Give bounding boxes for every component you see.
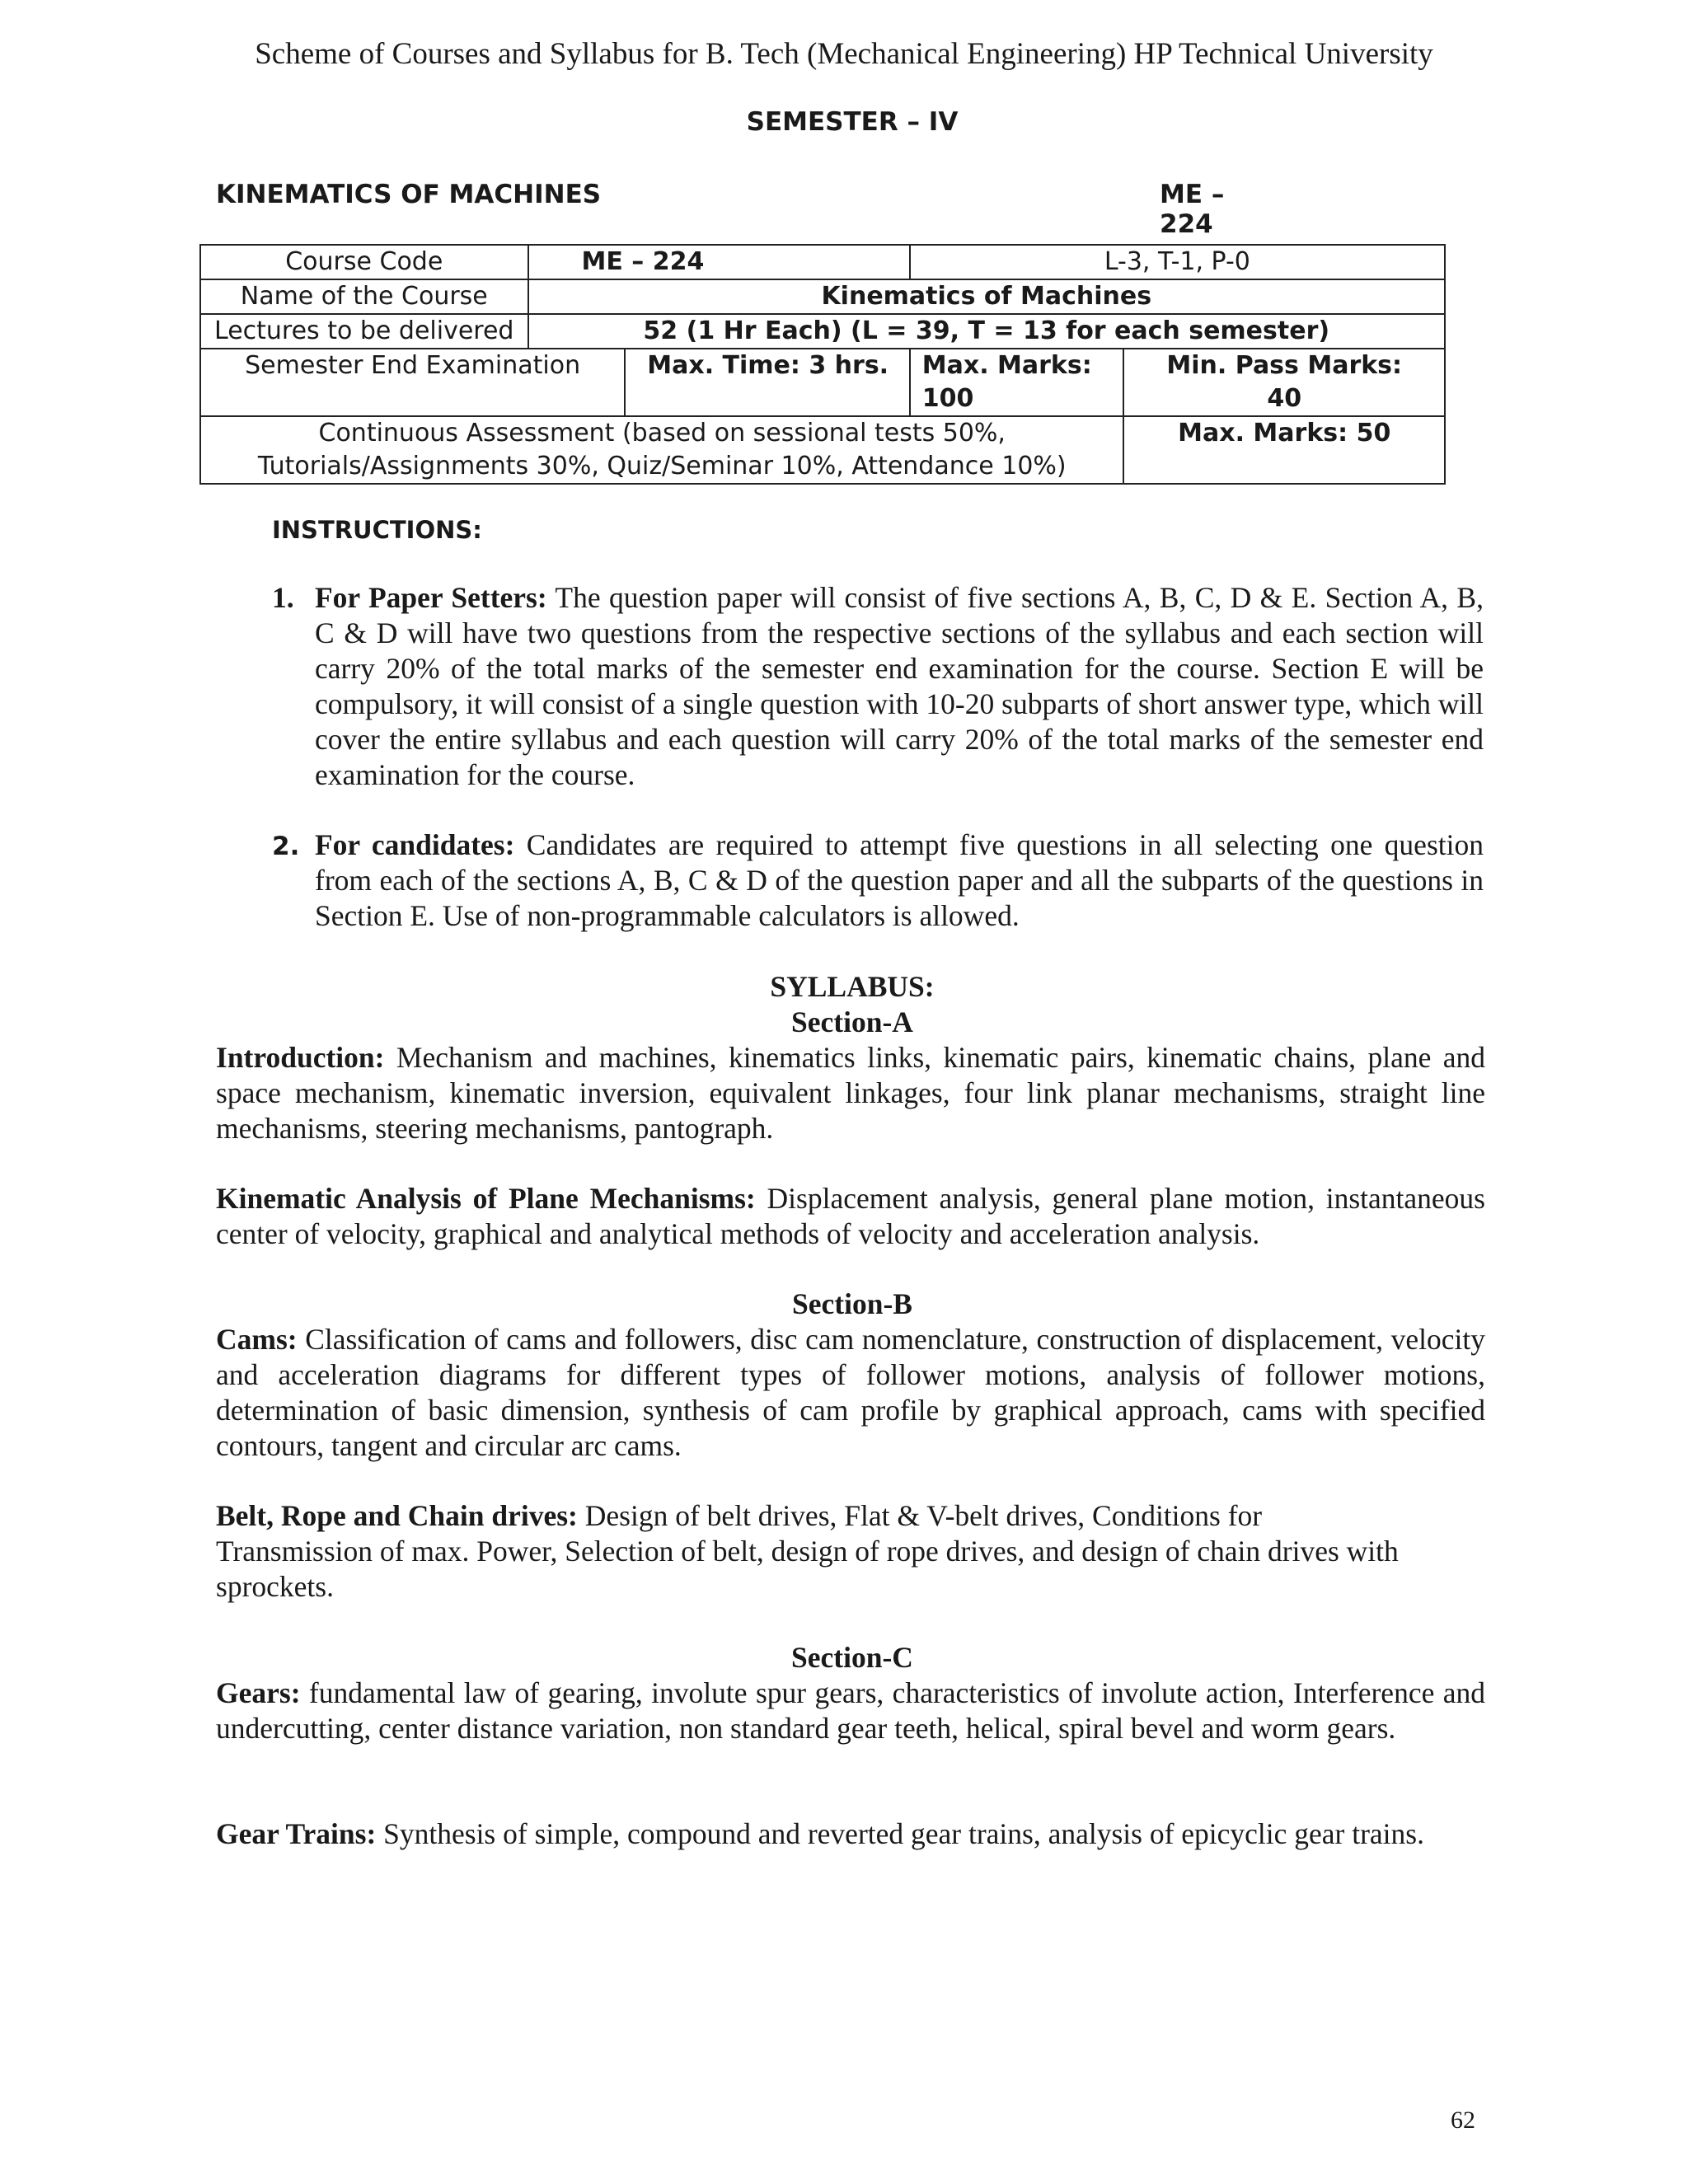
instruction-item-candidates <box>272 827 1484 934</box>
table-row <box>200 314 1445 349</box>
course-name-value: Kinematics of Machines <box>528 279 1445 314</box>
syllabus-title: SYLLABUS: <box>770 970 935 1003</box>
section-a-heading: Section-A <box>791 1005 913 1038</box>
kinematic-analysis-lead: Kinematic Analysis of Plane Mechanisms: <box>216 1182 756 1215</box>
belt-drives-paragraph <box>216 1498 1485 1605</box>
continuous-assessment-label: Continuous Assessment (based on sessional tests 50%, Tutorials/Assignments 30%, Quiz/Seminar 10%, Attendance 10%) <box>200 416 1123 484</box>
instruction-number: 1. <box>272 581 294 614</box>
course-code-heading: ME – 224 <box>1160 180 1225 239</box>
lectures-value: 52 (1 Hr Each) (L = 39, T = 13 for each semester) <box>528 314 1445 349</box>
course-title-row <box>216 180 1278 239</box>
semester-heading: SEMESTER – IV <box>746 107 959 137</box>
course-name-label: Name of the Course <box>200 279 528 314</box>
section-b-heading: Section-B <box>792 1287 912 1320</box>
course-title: KINEMATICS OF MACHINES <box>216 180 602 209</box>
instruction-number: 2. <box>272 832 300 861</box>
belt-drives-text: sprockets. <box>216 1570 334 1603</box>
instructions-title: INSTRUCTIONS: <box>272 516 482 544</box>
gear-trains-text: Synthesis of simple, compound and reverted gear trains, analysis of epicyclic gear trains. <box>376 1817 1424 1850</box>
gear-trains-paragraph <box>216 1816 1485 1852</box>
instruction-item-paper-setters <box>272 580 1484 793</box>
instruction-text: The question paper will consist of five sections A, B, C, D & E. Section A, B, C & D will have two questions from the respective sections of the syllabus and each section will carry 20% of the total marks of the semester end examination for the course. Section E will be compulsory, it will consist of a single question with 10-20 subparts of short answer type, which will cover the entire syllabus and each question will carry 20% of the total marks of the semester end examination for the course. <box>315 581 1484 791</box>
instruction-text: Candidates are required to attempt five questions in all selecting one question from each of the sections A, B, C & D of the question paper and all the subparts of the questions in Section E. Use of non-programmable calculators is allowed. <box>315 828 1484 932</box>
kinematic-analysis-paragraph <box>216 1181 1485 1252</box>
gears-paragraph <box>216 1675 1485 1746</box>
introduction-lead: Introduction: <box>216 1041 385 1074</box>
continuous-assessment-marks: Max. Marks: 50 <box>1123 416 1445 484</box>
belt-drives-lead: Belt, Rope and Chain drives: <box>216 1499 578 1532</box>
cams-lead: Cams: <box>216 1323 298 1356</box>
cams-text: Classification of cams and followers, disc cam nomenclature, construction of displacement, velocity and acceleration diagrams for different types of follower motions, analysis of follower motions, determination of basic dimension, synthesis of cam profile by graphical approach, cams with specified contours, tangent and circular arc cams. <box>216 1323 1485 1462</box>
gears-lead: Gears: <box>216 1676 301 1709</box>
kinematic-analysis-text: Displacement analysis, general plane motion, instantaneous center of velocity, graphical and analytical methods of velocity and acceleration analysis. <box>216 1182 1485 1250</box>
cams-paragraph <box>216 1322 1485 1464</box>
lectures-label: Lectures to be delivered <box>200 314 528 349</box>
table-row <box>200 416 1445 484</box>
introduction-text: Mechanism and machines, kinematics links, kinematic pairs, kinematic chains, plane and space mechanism, kinematic inversion, equivalent linkages, four link planar mechanisms, straight line mechanisms, steering mechanisms, pantograph. <box>216 1041 1485 1145</box>
ltp-value: L-3, T-1, P-0 <box>910 245 1445 279</box>
max-marks: Max. Marks: 100 <box>910 349 1124 416</box>
gears-text: fundamental law of gearing, involute spur gears, characteristics of involute action, Interference and undercutting, center distance variation, non standard gear teeth, helical, spiral bevel and worm gears. <box>216 1676 1485 1745</box>
section-c-heading: Section-C <box>791 1641 913 1674</box>
belt-drives-text: Transmission of max. Power, Selection of belt, design of rope drives, and design of chain drives with <box>216 1535 1399 1568</box>
table-row <box>200 245 1445 279</box>
exam-label: Semester End Examination <box>200 349 625 416</box>
instruction-lead: For Paper Setters: <box>315 581 547 614</box>
min-pass-marks: Min. Pass Marks: 40 <box>1123 349 1445 416</box>
table-row <box>200 279 1445 314</box>
belt-drives-text: Design of belt drives, Flat & V-belt drives, Conditions for <box>577 1499 1263 1532</box>
page-number: 62 <box>1451 2107 1475 2134</box>
course-details-table <box>199 244 1446 485</box>
course-code-label: Course Code <box>200 245 528 279</box>
table-row <box>200 349 1445 416</box>
gear-trains-lead: Gear Trains: <box>216 1817 377 1850</box>
document-header: Scheme of Courses and Syllabus for B. Tech (Mechanical Engineering) HP Technical University <box>255 37 1433 71</box>
introduction-paragraph <box>216 1040 1485 1146</box>
max-time: Max. Time: 3 hrs. <box>625 349 909 416</box>
course-code-value: ME – 224 <box>528 245 910 279</box>
instruction-lead: For candidates: <box>315 828 515 861</box>
